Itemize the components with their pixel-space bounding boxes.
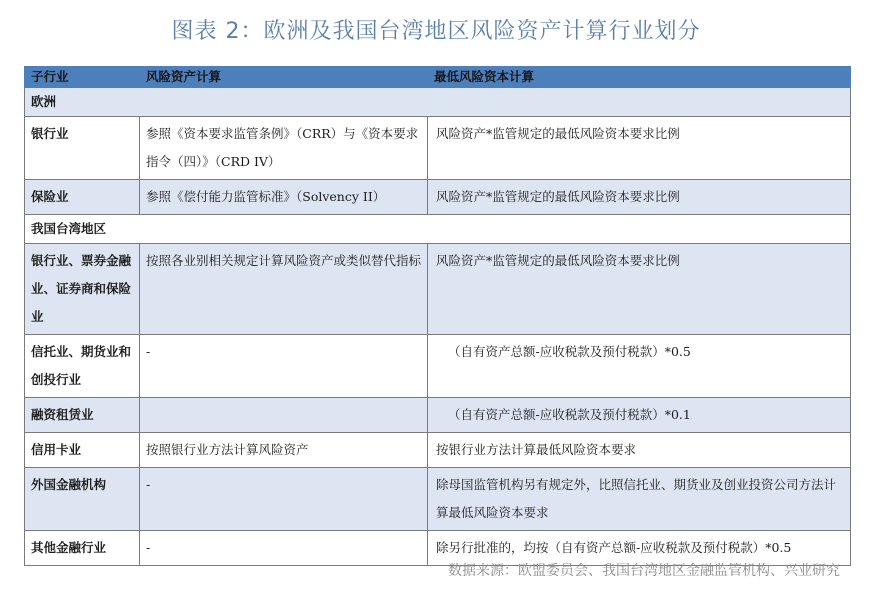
row-min-capital: 按银行业方法计算最低风险资本要求: [428, 433, 851, 468]
source-note: 数据来源：欧盟委员会、我国台湾地区金融监管机构、兴业研究: [448, 563, 840, 579]
row-category: 银行业: [25, 117, 140, 180]
row-min-capital: 风险资产*监管规定的最低风险资本要求比例: [428, 180, 851, 215]
table-row: [25, 244, 851, 335]
table-row: [25, 335, 851, 398]
row-risk-asset: -: [140, 531, 428, 566]
table-row: [25, 180, 851, 215]
row-risk-asset: 参照《偿付能力监管标准》（Solvency II）: [140, 180, 428, 215]
row-category: 外国金融机构: [25, 468, 140, 531]
row-min-capital: 风险资产*监管规定的最低风险资本要求比例: [428, 244, 851, 335]
row-category: 信托业、期货业和创投行业: [25, 335, 140, 398]
table-row: [25, 117, 851, 180]
section-label: 我国台湾地区: [25, 215, 851, 244]
row-min-capital: （自有资产总额-应收税款及预付税款）*0.5: [428, 335, 851, 398]
table-row: [25, 468, 851, 531]
table-row: [25, 398, 851, 433]
row-min-capital: 除母国监管机构另有规定外，比照信托业、期货业及创业投资公司方法计算最低风险资本要求: [428, 468, 851, 531]
row-risk-asset: -: [140, 335, 428, 398]
row-min-capital: 风险资产*监管规定的最低风险资本要求比例: [428, 117, 851, 180]
row-category: 融资租赁业: [25, 398, 140, 433]
header-subindustry: 子行业: [25, 67, 140, 88]
row-min-capital: （自有资产总额-应收税款及预付税款）*0.1: [428, 398, 851, 433]
row-category: 信用卡业: [25, 433, 140, 468]
row-risk-asset: 按照银行业方法计算风险资产: [140, 433, 428, 468]
header-min-capital: 最低风险资本计算: [428, 67, 851, 88]
header-risk-asset: 风险资产计算: [140, 67, 428, 88]
row-min-capital: 除另行批准的，均按（自有资产总额-应收税款及预付税款）*0.5: [428, 531, 851, 566]
row-risk-asset: -: [140, 468, 428, 531]
section-row-europe: [25, 88, 851, 117]
section-row-taiwan: [25, 215, 851, 244]
section-label: 欧洲: [25, 88, 851, 117]
row-risk-asset: 按照各业别相关规定计算风险资产或类似替代指标: [140, 244, 428, 335]
risk-asset-table: [24, 66, 851, 566]
row-risk-asset: [140, 398, 428, 433]
table-header-row: [25, 67, 851, 88]
chart-title: 图表 2：欧洲及我国台湾地区风险资产计算行业划分: [171, 19, 701, 44]
table-row: [25, 433, 851, 468]
row-risk-asset: 参照《资本要求监管条例》（CRR）与《资本要求指令（四）》（CRD IV）: [140, 117, 428, 180]
row-category: 保险业: [25, 180, 140, 215]
row-category: 其他金融行业: [25, 531, 140, 566]
row-category: 银行业、票券金融业、证券商和保险业: [25, 244, 140, 335]
